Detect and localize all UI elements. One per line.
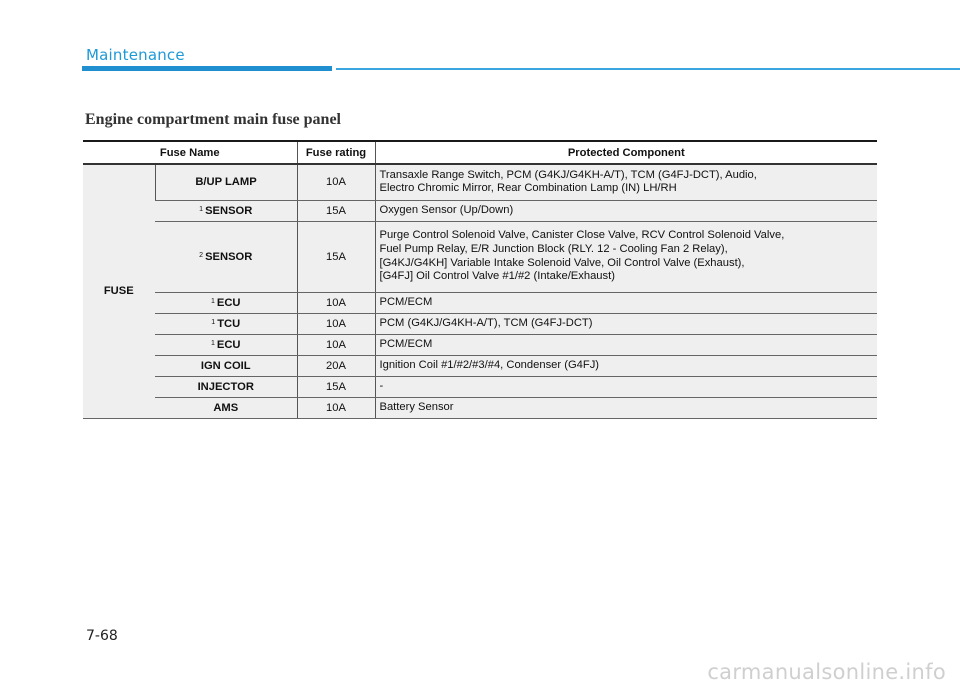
component-line: PCM (G4KJ/G4KH-A/T), TCM (G4FJ-DCT) xyxy=(379,316,593,329)
component-line: Ignition Coil #1/#2/#3/#4, Condenser (G4FJ) xyxy=(379,358,600,371)
table-row xyxy=(83,334,877,355)
table-row xyxy=(83,313,877,334)
component-line: Oxygen Sensor (Up/Down) xyxy=(379,203,514,216)
fuse-name-cell xyxy=(155,334,297,355)
protected-component-cell xyxy=(375,292,877,313)
fuse-table xyxy=(83,140,877,419)
fuse-rating-cell: 10A xyxy=(297,334,375,355)
fuse-name-cell xyxy=(155,292,297,313)
protected-component-cell xyxy=(375,355,877,376)
fuse-rating-cell: 10A xyxy=(297,292,375,313)
fuse-name-cell xyxy=(155,397,297,418)
fuse-name-label: ECU xyxy=(216,338,241,351)
component-line: Purge Control Solenoid Valve, Canister Close Valve, RCV Control Solenoid Valve, xyxy=(379,229,785,242)
protected-component-cell xyxy=(375,200,877,221)
fuse-name-label: B/UP LAMP xyxy=(195,176,257,189)
page-number: 7-68 xyxy=(86,628,118,644)
component-line: [G4KJ/G4KH] Variable Intake Solenoid Valve, Oil Control Valve (Exhaust), xyxy=(379,256,745,269)
fuse-rating-cell: 10A xyxy=(297,313,375,334)
protected-component-cell xyxy=(375,164,877,200)
fuse-name-superscript: 1 xyxy=(211,318,216,326)
watermark-text: carmanualsonline.info xyxy=(707,660,946,684)
fuse-name-label: INJECTOR xyxy=(197,380,254,393)
fuse-name-superscript: 1 xyxy=(210,297,215,305)
table-row xyxy=(83,292,877,313)
table-row xyxy=(83,200,877,221)
component-line: Battery Sensor xyxy=(379,400,454,413)
fuse-name-label: SENSOR xyxy=(205,250,253,263)
protected-component-cell xyxy=(375,313,877,334)
fuse-name-cell xyxy=(155,164,297,200)
page-heading: Engine compartment main fuse panel xyxy=(85,111,341,128)
protected-component-cell xyxy=(375,376,877,397)
table-row xyxy=(83,376,877,397)
column-header-protected-component: Protected Component xyxy=(375,141,877,164)
fuse-name-superscript: 1 xyxy=(199,205,204,213)
protected-component-cell xyxy=(375,334,877,355)
fuse-name-label: AMS xyxy=(213,401,239,414)
fuse-name-label: IGN COIL xyxy=(200,359,251,372)
fuse-rating-cell: 10A xyxy=(297,164,375,200)
table-header-row xyxy=(83,141,877,164)
table-body xyxy=(83,164,877,418)
table-row xyxy=(83,221,877,292)
table-row xyxy=(83,397,877,418)
fuse-rating-cell: 15A xyxy=(297,376,375,397)
component-line: Fuel Pump Relay, E/R Junction Block (RLY. 12 - Cooling Fan 2 Relay), xyxy=(379,242,728,255)
header-bar-accent xyxy=(82,66,332,71)
fuse-rating-cell: 10A xyxy=(297,397,375,418)
component-line: [G4FJ] Oil Control Valve #1/#2 (Intake/Exhaust) xyxy=(379,270,615,283)
fuse-name-superscript: 2 xyxy=(199,251,204,259)
component-line: Transaxle Range Switch, PCM (G4KJ/G4KH-A/T), TCM (G4FJ-DCT), Audio, xyxy=(379,168,757,181)
fuse-name-cell xyxy=(155,355,297,376)
fuse-name-label: ECU xyxy=(216,296,241,309)
component-line: - xyxy=(379,379,384,392)
component-line: PCM/ECM xyxy=(379,295,433,308)
fuse-name-label: TCU xyxy=(217,317,241,330)
fuse-rating-cell: 15A xyxy=(297,200,375,221)
fuse-name-cell xyxy=(155,221,297,292)
component-line: Electro Chromic Mirror, Rear Combination Lamp (IN) LH/RH xyxy=(379,182,677,195)
table-row xyxy=(83,164,877,200)
fuse-rating-cell: 15A xyxy=(297,221,375,292)
section-title: Maintenance xyxy=(86,46,185,64)
protected-component-cell xyxy=(375,221,877,292)
fuse-name-cell xyxy=(155,313,297,334)
fuse-name-superscript: 1 xyxy=(210,339,215,347)
header-rule xyxy=(336,68,960,70)
fuse-group-label: FUSE xyxy=(83,164,155,418)
fuse-name-cell xyxy=(155,376,297,397)
fuse-name-label: SENSOR xyxy=(205,204,253,217)
fuse-rating-cell: 20A xyxy=(297,355,375,376)
fuse-name-cell xyxy=(155,200,297,221)
component-line: PCM/ECM xyxy=(379,337,433,350)
column-header-fuse-rating: Fuse rating xyxy=(297,141,375,164)
protected-component-cell xyxy=(375,397,877,418)
table-row xyxy=(83,355,877,376)
column-header-fuse-name: Fuse Name xyxy=(83,141,297,164)
